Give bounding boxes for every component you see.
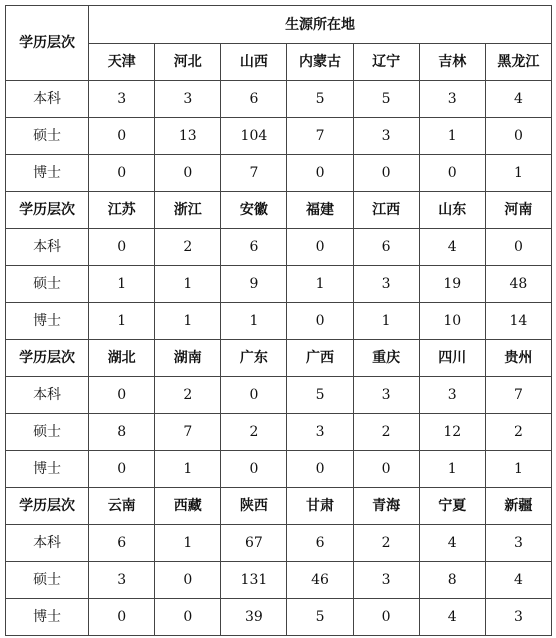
region-header: 生源所在地 (89, 6, 552, 44)
count-cell: 0 (155, 155, 221, 192)
count-cell: 1 (89, 266, 155, 303)
province-header: 黑龙江 (485, 44, 551, 81)
province-header: 山东 (419, 192, 485, 229)
level-label: 硕士 (6, 118, 89, 155)
level-header: 学历层次 (6, 6, 89, 81)
count-cell: 6 (353, 229, 419, 266)
province-header: 广西 (287, 340, 353, 377)
count-cell: 0 (485, 118, 551, 155)
count-cell: 3 (353, 266, 419, 303)
count-cell: 3 (287, 414, 353, 451)
count-cell: 3 (353, 562, 419, 599)
count-cell: 0 (419, 155, 485, 192)
count-cell: 19 (419, 266, 485, 303)
count-cell: 3 (155, 81, 221, 118)
data-row (6, 155, 552, 192)
data-row (6, 377, 552, 414)
count-cell: 10 (419, 303, 485, 340)
count-cell: 2 (353, 414, 419, 451)
province-header: 江西 (353, 192, 419, 229)
level-label: 硕士 (6, 414, 89, 451)
count-cell: 1 (155, 266, 221, 303)
count-cell: 3 (89, 81, 155, 118)
count-cell: 6 (89, 525, 155, 562)
count-cell: 0 (221, 377, 287, 414)
count-cell: 3 (485, 599, 551, 636)
count-cell: 3 (485, 525, 551, 562)
count-cell: 3 (419, 81, 485, 118)
data-row (6, 451, 552, 488)
count-cell: 1 (485, 155, 551, 192)
count-cell: 5 (287, 81, 353, 118)
province-header: 重庆 (353, 340, 419, 377)
province-header: 西藏 (155, 488, 221, 525)
province-header-row (6, 192, 552, 229)
count-cell: 2 (485, 414, 551, 451)
data-row (6, 118, 552, 155)
count-cell: 0 (89, 229, 155, 266)
count-cell: 13 (155, 118, 221, 155)
province-header: 河南 (485, 192, 551, 229)
count-cell: 67 (221, 525, 287, 562)
count-cell: 12 (419, 414, 485, 451)
count-cell: 1 (155, 525, 221, 562)
level-label: 博士 (6, 303, 89, 340)
count-cell: 4 (419, 525, 485, 562)
province-header: 天津 (89, 44, 155, 81)
province-header: 内蒙古 (287, 44, 353, 81)
level-label: 博士 (6, 599, 89, 636)
count-cell: 0 (287, 303, 353, 340)
count-cell: 2 (155, 377, 221, 414)
count-cell: 104 (221, 118, 287, 155)
count-cell: 5 (287, 599, 353, 636)
count-cell: 0 (221, 451, 287, 488)
data-row (6, 599, 552, 636)
count-cell: 6 (287, 525, 353, 562)
count-cell: 1 (89, 303, 155, 340)
level-label: 本科 (6, 377, 89, 414)
province-header: 青海 (353, 488, 419, 525)
count-cell: 1 (419, 451, 485, 488)
province-header: 江苏 (89, 192, 155, 229)
count-cell: 0 (89, 155, 155, 192)
level-label: 硕士 (6, 266, 89, 303)
level-label: 本科 (6, 81, 89, 118)
count-cell: 9 (221, 266, 287, 303)
count-cell: 1 (419, 118, 485, 155)
count-cell: 0 (155, 599, 221, 636)
data-row (6, 303, 552, 340)
count-cell: 7 (287, 118, 353, 155)
level-header: 学历层次 (6, 488, 89, 525)
province-header: 山西 (221, 44, 287, 81)
count-cell: 8 (89, 414, 155, 451)
count-cell: 0 (155, 562, 221, 599)
title-row (6, 6, 552, 44)
count-cell: 5 (353, 81, 419, 118)
province-header: 安徽 (221, 192, 287, 229)
province-header: 福建 (287, 192, 353, 229)
province-header: 浙江 (155, 192, 221, 229)
count-cell: 131 (221, 562, 287, 599)
level-label: 本科 (6, 525, 89, 562)
count-cell: 0 (287, 229, 353, 266)
count-cell: 1 (155, 303, 221, 340)
count-cell: 3 (89, 562, 155, 599)
count-cell: 0 (287, 155, 353, 192)
province-header: 辽宁 (353, 44, 419, 81)
level-label: 博士 (6, 451, 89, 488)
count-cell: 3 (419, 377, 485, 414)
count-cell: 0 (353, 599, 419, 636)
count-cell: 3 (353, 118, 419, 155)
province-header-row (6, 488, 552, 525)
count-cell: 0 (353, 451, 419, 488)
count-cell: 0 (353, 155, 419, 192)
province-header: 河北 (155, 44, 221, 81)
count-cell: 14 (485, 303, 551, 340)
count-cell: 7 (155, 414, 221, 451)
count-cell: 8 (419, 562, 485, 599)
data-row (6, 266, 552, 303)
count-cell: 0 (485, 229, 551, 266)
province-header: 云南 (89, 488, 155, 525)
province-header: 贵州 (485, 340, 551, 377)
count-cell: 4 (485, 81, 551, 118)
count-cell: 1 (485, 451, 551, 488)
data-row (6, 414, 552, 451)
data-row (6, 229, 552, 266)
data-row (6, 525, 552, 562)
count-cell: 46 (287, 562, 353, 599)
student-origin-table (5, 5, 552, 636)
count-cell: 1 (155, 451, 221, 488)
province-header: 宁夏 (419, 488, 485, 525)
count-cell: 0 (287, 451, 353, 488)
level-header: 学历层次 (6, 340, 89, 377)
level-label: 本科 (6, 229, 89, 266)
province-header: 四川 (419, 340, 485, 377)
count-cell: 4 (419, 229, 485, 266)
count-cell: 1 (353, 303, 419, 340)
count-cell: 6 (221, 81, 287, 118)
count-cell: 0 (89, 377, 155, 414)
count-cell: 3 (353, 377, 419, 414)
count-cell: 2 (353, 525, 419, 562)
province-header: 湖南 (155, 340, 221, 377)
count-cell: 7 (485, 377, 551, 414)
count-cell: 39 (221, 599, 287, 636)
count-cell: 1 (221, 303, 287, 340)
count-cell: 7 (221, 155, 287, 192)
province-header-row (6, 340, 552, 377)
province-header: 甘肃 (287, 488, 353, 525)
province-header: 新疆 (485, 488, 551, 525)
level-label: 博士 (6, 155, 89, 192)
province-header: 湖北 (89, 340, 155, 377)
count-cell: 0 (89, 451, 155, 488)
data-row (6, 81, 552, 118)
data-row (6, 562, 552, 599)
province-header: 陕西 (221, 488, 287, 525)
count-cell: 6 (221, 229, 287, 266)
count-cell: 4 (485, 562, 551, 599)
count-cell: 4 (419, 599, 485, 636)
province-header: 吉林 (419, 44, 485, 81)
table-body (6, 6, 552, 636)
count-cell: 0 (89, 599, 155, 636)
count-cell: 2 (155, 229, 221, 266)
count-cell: 2 (221, 414, 287, 451)
count-cell: 0 (89, 118, 155, 155)
level-label: 硕士 (6, 562, 89, 599)
count-cell: 48 (485, 266, 551, 303)
count-cell: 5 (287, 377, 353, 414)
province-header: 广东 (221, 340, 287, 377)
count-cell: 1 (287, 266, 353, 303)
level-header: 学历层次 (6, 192, 89, 229)
